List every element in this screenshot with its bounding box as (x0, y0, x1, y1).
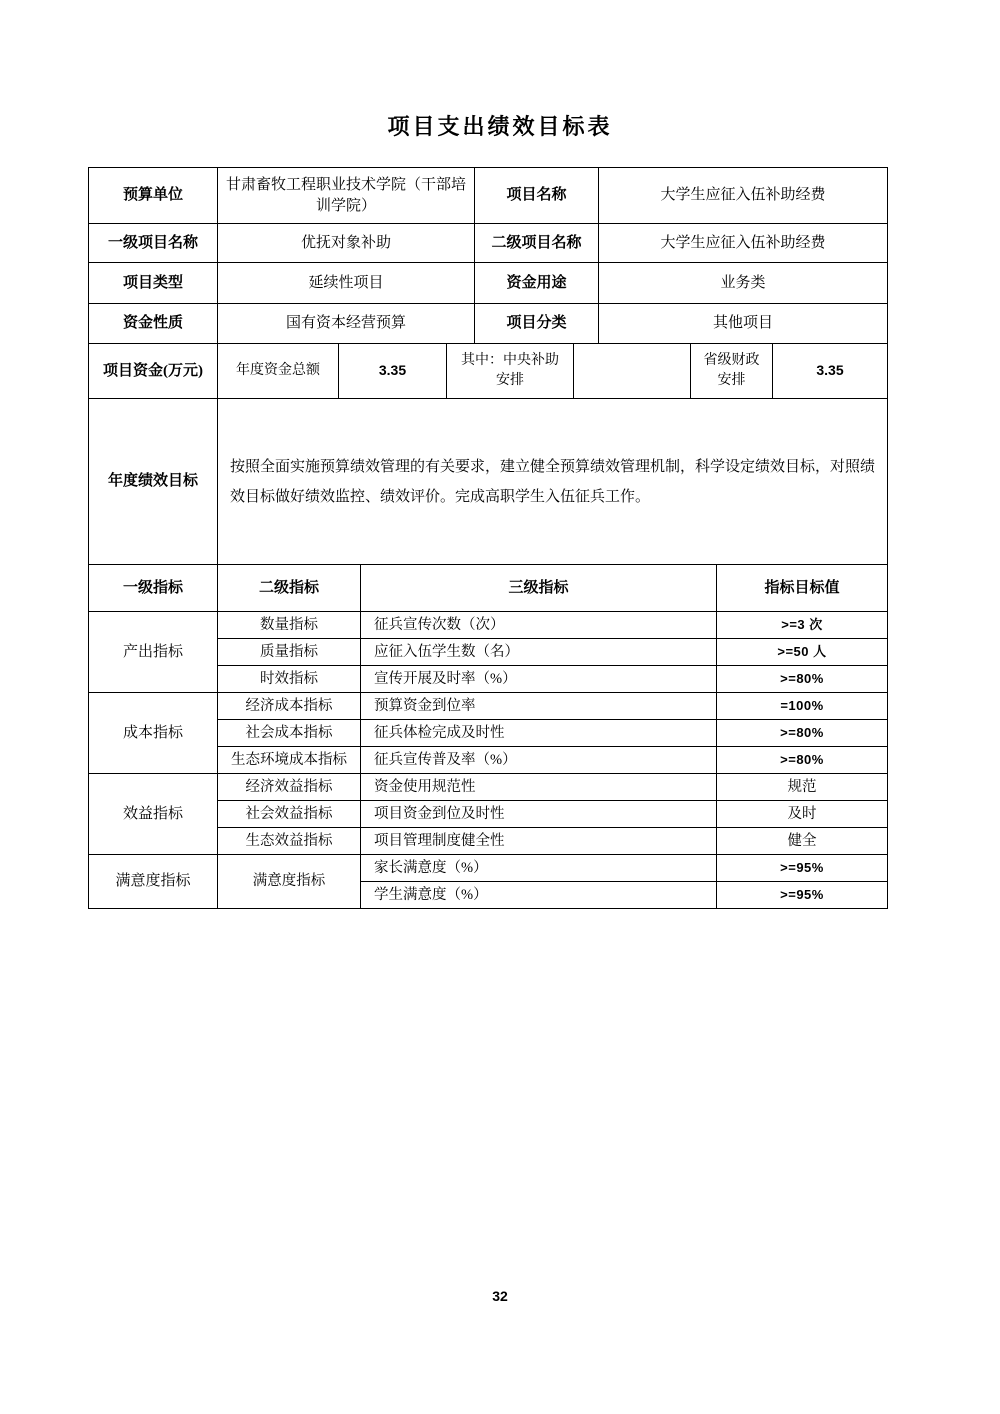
indicator-target: >=80% (716, 719, 887, 746)
indicator-level2: 生态环境成本指标 (217, 746, 360, 773)
level2-project-value: 大学生应征入伍补助经费 (598, 223, 887, 262)
annual-total-label: 年度资金总额 (217, 344, 338, 398)
indicator-level2: 经济成本指标 (217, 692, 360, 719)
project-category-label: 项目分类 (474, 303, 598, 343)
project-type-label: 项目类型 (89, 262, 217, 303)
fund-use-value: 业务类 (598, 262, 887, 303)
indicator-level2-merged: 满意度指标 (217, 854, 360, 908)
annual-total-value: 3.35 (338, 344, 446, 398)
indicator-target: 规范 (716, 773, 887, 800)
indicator-level2: 质量指标 (217, 638, 360, 665)
header-target: 指标目标值 (716, 565, 887, 611)
project-category-value: 其他项目 (598, 303, 887, 343)
indicator-level2: 社会成本指标 (217, 719, 360, 746)
group-satisfaction-label: 满意度指标 (89, 854, 217, 908)
indicator-level3: 资金使用规范性 (360, 773, 716, 800)
annual-target-label: 年度绩效目标 (107, 473, 198, 489)
indicator-level3: 应征入伍学生数（名） (360, 638, 716, 665)
indicator-level2: 生态效益指标 (217, 827, 360, 854)
indicator-level3: 征兵宣传次数（次） (360, 611, 716, 638)
indicator-level2: 数量指标 (217, 611, 360, 638)
level2-project-label: 二级项目名称 (474, 223, 598, 262)
group-benefit-label: 效益指标 (89, 773, 217, 854)
indicator-target: >=3 次 (716, 611, 887, 638)
project-name-value: 大学生应征入伍补助经费 (598, 168, 887, 223)
level1-project-value: 优抚对象补助 (217, 223, 474, 262)
indicator-target: 健全 (716, 827, 887, 854)
indicator-target: =100% (716, 692, 887, 719)
fund-nature-value: 国有资本经营预算 (217, 303, 474, 343)
budget-unit-value: 甘肃畜牧工程职业技术学院（干部培训学院） (217, 168, 474, 223)
indicator-target: >=80% (716, 746, 887, 773)
funding-section (89, 343, 887, 398)
provincial-fund-label: 省级财政安排 (690, 344, 772, 398)
indicator-level2: 时效指标 (217, 665, 360, 692)
indicator-level3: 项目资金到位及时性 (360, 800, 716, 827)
indicator-level2: 经济效益指标 (217, 773, 360, 800)
fund-use-label: 资金用途 (474, 262, 598, 303)
info-section (89, 168, 887, 343)
central-subsidy-label: 其中：中央补助安排 (446, 344, 573, 398)
indicator-level2: 社会效益指标 (217, 800, 360, 827)
indicators-section (89, 564, 887, 908)
indicator-level3: 学生满意度（%） (360, 881, 716, 908)
indicator-target: >=95% (716, 854, 887, 881)
annual-target-section (89, 398, 887, 564)
indicator-level3: 预算资金到位率 (360, 692, 716, 719)
budget-unit-label: 预算单位 (122, 187, 183, 203)
indicator-level3: 宣传开展及时率（%） (360, 665, 716, 692)
indicator-level3: 征兵体检完成及时性 (360, 719, 716, 746)
group-output-label: 产出指标 (89, 611, 217, 692)
annual-target-text: 按照全面实施预算绩效管理的有关要求，建立健全预算绩效管理机制，科学设定绩效目标，对照绩效目标做好绩效监控、绩效评价。完成高职学生入伍征兵工作。 (217, 399, 887, 564)
level1-project-label: 一级项目名称 (89, 223, 217, 262)
header-level3: 三级指标 (360, 565, 716, 611)
project-type-value: 延续性项目 (217, 262, 474, 303)
header-level2: 二级指标 (217, 565, 360, 611)
indicator-target: 及时 (716, 800, 887, 827)
indicator-target: >=95% (716, 881, 887, 908)
indicator-level3: 家长满意度（%） (360, 854, 716, 881)
header-level1: 一级指标 (122, 579, 183, 596)
page-number: 32 (492, 1288, 508, 1304)
indicator-level3: 征兵宣传普及率（%） (360, 746, 716, 773)
central-subsidy-value (573, 344, 690, 398)
page-title: 项目支出绩效目标表 (387, 114, 613, 139)
performance-target-table (88, 167, 888, 909)
group-cost-label: 成本指标 (89, 692, 217, 773)
indicator-level3: 项目管理制度健全性 (360, 827, 716, 854)
indicator-target: >=50 人 (716, 638, 887, 665)
project-fund-label: 项目资金(万元) (103, 362, 203, 379)
fund-nature-label: 资金性质 (89, 303, 217, 343)
provincial-fund-value: 3.35 (772, 344, 887, 398)
indicator-target: >=80% (716, 665, 887, 692)
project-name-label: 项目名称 (474, 168, 598, 223)
